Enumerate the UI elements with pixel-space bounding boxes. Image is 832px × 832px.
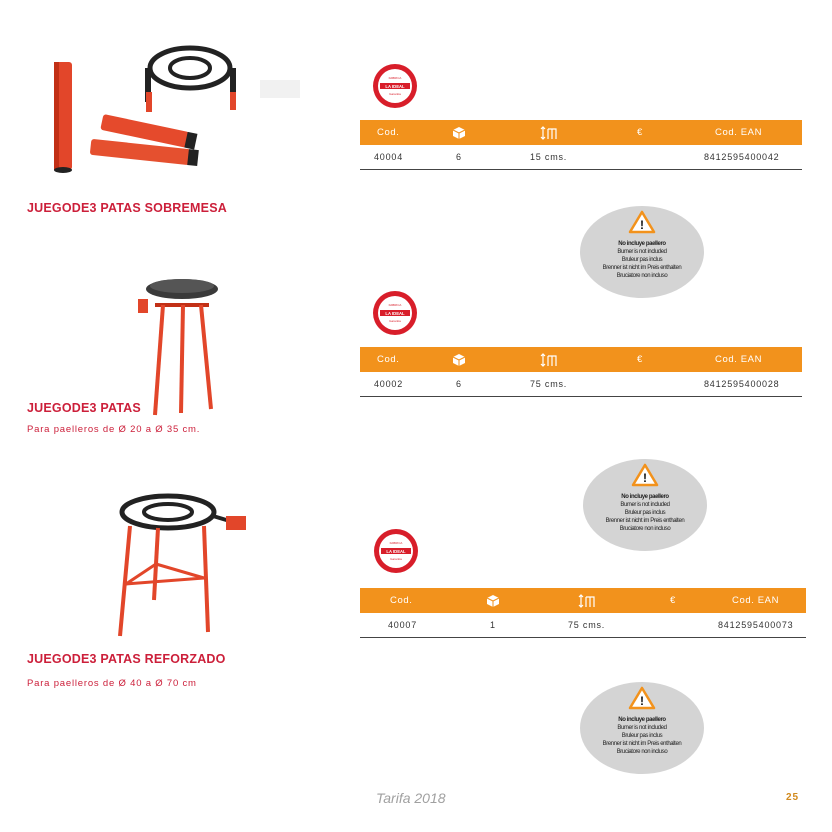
la-ideal-badge bbox=[372, 63, 418, 109]
header-euro: € bbox=[670, 595, 676, 606]
cell-cod: 40007 bbox=[388, 620, 418, 630]
warning-line: No incluye paellero bbox=[618, 717, 666, 723]
svg-text:!: ! bbox=[643, 471, 647, 485]
cell-units: 1 bbox=[490, 620, 496, 630]
svg-text:!: ! bbox=[640, 218, 644, 232]
header-ean: Cod. EAN bbox=[715, 127, 763, 138]
warning-line: Bruciatore non incluso bbox=[619, 526, 671, 532]
cell-ean: 8412595400073 bbox=[718, 620, 794, 630]
warning-line: Brenner ist nicht im Preis enthalten bbox=[605, 518, 685, 524]
burner-not-included-warning bbox=[580, 206, 704, 298]
badge-top-text: FABRICA bbox=[388, 76, 402, 80]
page-number: 25 bbox=[786, 792, 800, 803]
header-cod: Cod. bbox=[390, 595, 413, 606]
warning-line: Bruciatore non incluso bbox=[616, 273, 668, 279]
box-icon bbox=[486, 594, 500, 608]
warning-line: Burner is not included bbox=[617, 249, 667, 255]
header-ean: Cod. EAN bbox=[715, 354, 763, 365]
product-image-3-patas bbox=[135, 275, 225, 420]
product-subtitle-reforzado: Para paelleros de Ø 40 a Ø 70 cm bbox=[27, 678, 197, 689]
table-header bbox=[360, 588, 806, 613]
badge-middle-text: LA IDEAL bbox=[385, 84, 405, 89]
warning-line: No incluye paellero bbox=[621, 494, 669, 500]
height-icon bbox=[540, 126, 558, 140]
product-image-sobremesa bbox=[40, 40, 300, 195]
cell-size: 15 cms. bbox=[530, 152, 568, 162]
badge-bottom-text: Garantía bbox=[389, 319, 401, 323]
cell-ean: 8412595400028 bbox=[704, 379, 780, 389]
warning-line: Bruleur pas inclus bbox=[621, 733, 663, 739]
header-ean: Cod. EAN bbox=[732, 595, 780, 606]
warning-line: Bruciatore non incluso bbox=[616, 749, 668, 755]
burner-not-included-warning bbox=[580, 682, 704, 774]
product-title-sobremesa: JUEGODE3 PATAS SOBREMESA bbox=[27, 201, 227, 215]
burner-not-included-warning bbox=[583, 459, 707, 551]
badge-middle-text: LA IDEAL bbox=[386, 549, 406, 554]
cell-units: 6 bbox=[456, 379, 462, 389]
badge-top-text: FABRICA bbox=[389, 541, 403, 545]
header-euro: € bbox=[637, 354, 643, 365]
badge-bottom-text: Garantía bbox=[389, 92, 401, 96]
warning-icon bbox=[628, 686, 656, 710]
badge-bottom-text: Garantía bbox=[390, 557, 402, 561]
warning-line: Bruleur pas inclus bbox=[621, 257, 663, 263]
box-icon bbox=[452, 126, 466, 140]
cell-size: 75 cms. bbox=[568, 620, 606, 630]
cell-ean: 8412595400042 bbox=[704, 152, 780, 162]
cell-size: 75 cms. bbox=[530, 379, 568, 389]
la-ideal-badge bbox=[373, 528, 419, 574]
warning-line: Brenner ist nicht im Preis enthalten bbox=[602, 265, 682, 271]
badge-top-text: FABRICA bbox=[388, 303, 402, 307]
warning-line: Brenner ist nicht im Preis enthalten bbox=[602, 741, 682, 747]
header-cod: Cod. bbox=[377, 354, 400, 365]
warning-icon bbox=[628, 210, 656, 234]
cell-cod: 40004 bbox=[374, 152, 404, 162]
table-row bbox=[360, 613, 806, 638]
la-ideal-badge bbox=[372, 290, 418, 336]
warning-line: Burner is not included bbox=[617, 725, 667, 731]
height-icon bbox=[540, 353, 558, 367]
cell-cod: 40002 bbox=[374, 379, 404, 389]
product-table-40004 bbox=[360, 120, 802, 170]
product-table-40007 bbox=[360, 588, 806, 638]
warning-icon bbox=[631, 463, 659, 487]
header-cod: Cod. bbox=[377, 127, 400, 138]
svg-text:!: ! bbox=[640, 694, 644, 708]
warning-line: Bruleur pas inclus bbox=[624, 510, 666, 516]
cell-units: 6 bbox=[456, 152, 462, 162]
badge-middle-text: LA IDEAL bbox=[385, 311, 405, 316]
product-title-3-patas: JUEGODE3 PATAS bbox=[27, 401, 141, 415]
product-table-40002 bbox=[360, 347, 802, 397]
box-icon bbox=[452, 353, 466, 367]
table-row bbox=[360, 145, 802, 170]
header-euro: € bbox=[637, 127, 643, 138]
warning-line: No incluye paellero bbox=[618, 241, 666, 247]
table-row bbox=[360, 372, 802, 397]
table-header bbox=[360, 347, 802, 372]
product-title-reforzado: JUEGODE3 PATAS REFORZADO bbox=[27, 652, 226, 666]
height-icon bbox=[578, 594, 596, 608]
table-header bbox=[360, 120, 802, 145]
product-subtitle-3-patas: Para paelleros de Ø 20 a Ø 35 cm. bbox=[27, 424, 201, 435]
warning-line: Burner is not included bbox=[620, 502, 670, 508]
footer-text: Tarifa 2018 bbox=[376, 790, 446, 806]
product-image-reforzado bbox=[108, 490, 256, 640]
